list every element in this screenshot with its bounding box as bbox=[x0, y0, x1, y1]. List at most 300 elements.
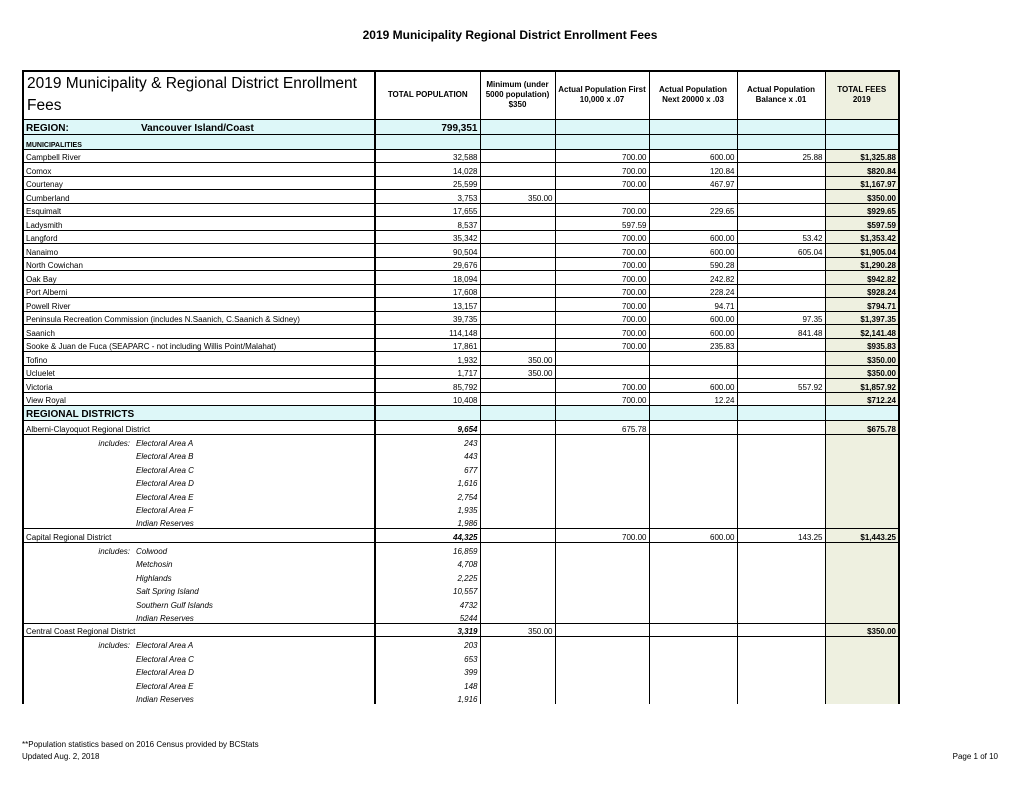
row-next-20000: 235.83 bbox=[649, 338, 737, 352]
empty-cell bbox=[555, 650, 649, 664]
row-total-fees: $350.00 bbox=[825, 623, 899, 637]
empty-cell bbox=[555, 691, 649, 705]
row-next-20000: 242.82 bbox=[649, 271, 737, 285]
row-name: Cumberland bbox=[23, 190, 375, 204]
footer-note: **Population statistics based on 2016 Census provided by BCStats bbox=[22, 740, 259, 749]
empty-cell bbox=[555, 677, 649, 691]
include-population: 243 bbox=[375, 434, 480, 448]
row-balance bbox=[737, 176, 825, 190]
municipality-row bbox=[23, 163, 899, 177]
row-balance bbox=[737, 271, 825, 285]
municipality-row bbox=[23, 392, 899, 406]
row-first-10000: 675.78 bbox=[555, 421, 649, 435]
row-total-fees: $2,141.48 bbox=[825, 325, 899, 339]
include-name: Metchosin bbox=[136, 560, 173, 569]
municipality-row bbox=[23, 230, 899, 244]
empty-cell bbox=[649, 502, 737, 516]
row-name: Nanaimo bbox=[23, 244, 375, 258]
row-next-20000 bbox=[649, 190, 737, 204]
row-first-10000: 700.00 bbox=[555, 338, 649, 352]
row-minimum: 350.00 bbox=[480, 352, 555, 366]
row-name: Campbell River bbox=[23, 149, 375, 163]
row-next-20000: 228.24 bbox=[649, 284, 737, 298]
table-header-row bbox=[23, 71, 899, 119]
region-cell bbox=[23, 119, 375, 134]
municipality-row bbox=[23, 338, 899, 352]
row-minimum bbox=[480, 271, 555, 285]
empty-cell bbox=[737, 134, 825, 149]
empty-cell bbox=[825, 515, 899, 529]
row-first-10000 bbox=[555, 190, 649, 204]
empty-cell bbox=[649, 691, 737, 705]
empty-cell bbox=[649, 434, 737, 448]
empty-cell bbox=[649, 569, 737, 583]
row-name: Central Coast Regional District bbox=[23, 623, 375, 637]
row-first-10000 bbox=[555, 365, 649, 379]
row-name: Ucluelet bbox=[23, 365, 375, 379]
row-name: Tofino bbox=[23, 352, 375, 366]
empty-cell bbox=[649, 677, 737, 691]
include-name: Electoral Area E bbox=[136, 492, 194, 502]
empty-cell bbox=[555, 569, 649, 583]
include-name-cell bbox=[23, 677, 375, 691]
row-population: 8,537 bbox=[375, 217, 480, 231]
row-next-20000: 120.84 bbox=[649, 163, 737, 177]
empty-cell bbox=[737, 677, 825, 691]
row-first-10000: 700.00 bbox=[555, 244, 649, 258]
municipality-row bbox=[23, 149, 899, 163]
empty-cell bbox=[825, 448, 899, 462]
empty-cell bbox=[480, 515, 555, 529]
empty-cell bbox=[825, 596, 899, 610]
empty-cell bbox=[480, 448, 555, 462]
regional-districts-label: REGIONAL DISTRICTS bbox=[23, 406, 375, 421]
row-minimum bbox=[480, 257, 555, 271]
district-include-row bbox=[23, 691, 899, 705]
row-minimum bbox=[480, 203, 555, 217]
row-first-10000: 700.00 bbox=[555, 257, 649, 271]
regional-district-row bbox=[23, 529, 899, 543]
row-total-fees: $1,905.04 bbox=[825, 244, 899, 258]
include-name: Salt Spring Island bbox=[136, 587, 199, 596]
include-population: 16,859 bbox=[375, 542, 480, 556]
empty-cell bbox=[555, 583, 649, 597]
row-first-10000: 700.00 bbox=[555, 176, 649, 190]
include-name: Indian Reserves bbox=[136, 519, 194, 528]
empty-cell bbox=[480, 119, 555, 134]
row-minimum bbox=[480, 379, 555, 393]
row-name: Peninsula Recreation Commission (includes N.Saanich, C.Saanich & Sidney) bbox=[23, 311, 375, 325]
include-name-cell bbox=[23, 475, 375, 489]
empty-cell bbox=[649, 475, 737, 489]
include-population: 1,916 bbox=[375, 691, 480, 705]
row-balance: 605.04 bbox=[737, 244, 825, 258]
row-first-10000: 700.00 bbox=[555, 311, 649, 325]
row-name: North Cowichan bbox=[23, 257, 375, 271]
district-include-row bbox=[23, 596, 899, 610]
row-total-fees: $712.24 bbox=[825, 392, 899, 406]
empty-cell bbox=[825, 664, 899, 678]
district-include-row bbox=[23, 583, 899, 597]
row-balance bbox=[737, 338, 825, 352]
header-total-population: TOTAL POPULATION bbox=[375, 71, 480, 119]
row-minimum bbox=[480, 163, 555, 177]
empty-cell bbox=[737, 556, 825, 570]
municipality-row bbox=[23, 325, 899, 339]
regional-districts-header-row bbox=[23, 406, 899, 421]
row-next-20000: 600.00 bbox=[649, 230, 737, 244]
empty-cell bbox=[480, 664, 555, 678]
municipality-row bbox=[23, 203, 899, 217]
row-first-10000: 700.00 bbox=[555, 163, 649, 177]
empty-cell bbox=[480, 542, 555, 556]
row-first-10000 bbox=[555, 352, 649, 366]
municipality-row bbox=[23, 379, 899, 393]
include-name: Southern Gulf Islands bbox=[136, 600, 213, 610]
empty-cell bbox=[480, 461, 555, 475]
municipality-row bbox=[23, 284, 899, 298]
empty-cell bbox=[480, 488, 555, 502]
empty-cell bbox=[555, 610, 649, 624]
include-population: 148 bbox=[375, 677, 480, 691]
row-minimum: 350.00 bbox=[480, 623, 555, 637]
row-next-20000: 600.00 bbox=[649, 311, 737, 325]
empty-cell bbox=[825, 677, 899, 691]
row-name: Saanich bbox=[23, 325, 375, 339]
row-name: Port Alberni bbox=[23, 284, 375, 298]
row-name: Victoria bbox=[23, 379, 375, 393]
empty-cell bbox=[825, 134, 899, 149]
regional-district-row bbox=[23, 421, 899, 435]
empty-cell bbox=[649, 664, 737, 678]
empty-cell bbox=[555, 596, 649, 610]
fees-table-container bbox=[22, 70, 898, 704]
row-population: 17,655 bbox=[375, 203, 480, 217]
district-include-row bbox=[23, 677, 899, 691]
district-include-row bbox=[23, 542, 899, 556]
include-name: Electoral Area D bbox=[136, 479, 194, 488]
include-name-cell bbox=[23, 461, 375, 475]
include-population: 10,557 bbox=[375, 583, 480, 597]
empty-cell bbox=[825, 583, 899, 597]
row-total-fees: $794.71 bbox=[825, 298, 899, 312]
row-first-10000: 597.59 bbox=[555, 217, 649, 231]
row-total-fees: $1,325.88 bbox=[825, 149, 899, 163]
district-include-row bbox=[23, 610, 899, 624]
municipality-row bbox=[23, 190, 899, 204]
district-include-row bbox=[23, 434, 899, 448]
row-first-10000 bbox=[555, 623, 649, 637]
row-name: Courtenay bbox=[23, 176, 375, 190]
include-name-cell bbox=[23, 502, 375, 516]
empty-cell bbox=[649, 134, 737, 149]
row-population: 17,861 bbox=[375, 338, 480, 352]
row-total-fees: $350.00 bbox=[825, 365, 899, 379]
include-population: 1,986 bbox=[375, 515, 480, 529]
district-include-row bbox=[23, 448, 899, 462]
include-name: Electoral Area A bbox=[136, 438, 194, 448]
header-balance: Actual Population Balance x .01 bbox=[737, 71, 825, 119]
row-population: 39,735 bbox=[375, 311, 480, 325]
row-minimum bbox=[480, 529, 555, 543]
empty-cell bbox=[825, 475, 899, 489]
include-name-cell bbox=[23, 569, 375, 583]
include-name: Electoral Area E bbox=[136, 681, 194, 691]
row-total-fees: $929.65 bbox=[825, 203, 899, 217]
document-title: 2019 Municipality Regional District Enrollment Fees bbox=[362, 28, 658, 42]
row-name: Comox bbox=[23, 163, 375, 177]
row-population: 18,094 bbox=[375, 271, 480, 285]
header-minimum: Minimum (under 5000 population) $350 bbox=[480, 71, 555, 119]
district-include-row bbox=[23, 664, 899, 678]
empty-cell bbox=[555, 502, 649, 516]
row-total-fees: $1,397.35 bbox=[825, 311, 899, 325]
include-population: 4732 bbox=[375, 596, 480, 610]
include-population: 443 bbox=[375, 448, 480, 462]
municipalities-label: MUNICIPALITIES bbox=[23, 134, 375, 149]
row-population: 3,319 bbox=[375, 623, 480, 637]
empty-cell bbox=[649, 650, 737, 664]
include-population: 399 bbox=[375, 664, 480, 678]
includes-label: includes: bbox=[98, 641, 130, 650]
row-population: 29,676 bbox=[375, 257, 480, 271]
row-balance bbox=[737, 421, 825, 435]
empty-cell bbox=[555, 488, 649, 502]
empty-cell bbox=[825, 119, 899, 134]
row-name: View Royal bbox=[23, 392, 375, 406]
fees-table bbox=[22, 70, 900, 704]
row-population: 32,588 bbox=[375, 149, 480, 163]
includes-label: includes: bbox=[98, 546, 130, 556]
row-first-10000: 700.00 bbox=[555, 230, 649, 244]
empty-cell bbox=[737, 637, 825, 651]
regional-district-row bbox=[23, 623, 899, 637]
empty-cell bbox=[737, 583, 825, 597]
row-population: 13,157 bbox=[375, 298, 480, 312]
include-name-cell bbox=[23, 488, 375, 502]
row-minimum bbox=[480, 325, 555, 339]
row-next-20000 bbox=[649, 365, 737, 379]
row-total-fees: $942.82 bbox=[825, 271, 899, 285]
empty-cell bbox=[375, 406, 480, 421]
empty-cell bbox=[825, 610, 899, 624]
empty-cell bbox=[737, 434, 825, 448]
municipality-row bbox=[23, 271, 899, 285]
row-population: 9,654 bbox=[375, 421, 480, 435]
empty-cell bbox=[825, 691, 899, 705]
empty-cell bbox=[649, 596, 737, 610]
district-include-row bbox=[23, 556, 899, 570]
empty-cell bbox=[649, 488, 737, 502]
page-number: Page 1 of 10 bbox=[952, 752, 998, 761]
include-population: 2,225 bbox=[375, 569, 480, 583]
row-minimum bbox=[480, 284, 555, 298]
empty-cell bbox=[737, 448, 825, 462]
empty-cell bbox=[480, 637, 555, 651]
row-next-20000 bbox=[649, 421, 737, 435]
empty-cell bbox=[649, 556, 737, 570]
row-name: Langford bbox=[23, 230, 375, 244]
empty-cell bbox=[825, 434, 899, 448]
include-name-cell bbox=[23, 691, 375, 705]
row-minimum bbox=[480, 298, 555, 312]
empty-cell bbox=[737, 596, 825, 610]
row-balance bbox=[737, 298, 825, 312]
row-total-fees: $1,443.25 bbox=[825, 529, 899, 543]
empty-cell bbox=[555, 119, 649, 134]
empty-cell bbox=[555, 556, 649, 570]
empty-cell bbox=[649, 406, 737, 421]
row-next-20000: 600.00 bbox=[649, 529, 737, 543]
row-population: 35,342 bbox=[375, 230, 480, 244]
empty-cell bbox=[825, 488, 899, 502]
empty-cell bbox=[555, 434, 649, 448]
header-next-20000: Actual Population Next 20000 x .03 bbox=[649, 71, 737, 119]
row-name: Ladysmith bbox=[23, 217, 375, 231]
include-name-cell bbox=[23, 637, 375, 651]
empty-cell bbox=[555, 475, 649, 489]
include-name-cell bbox=[23, 583, 375, 597]
row-name: Esquimalt bbox=[23, 203, 375, 217]
include-name: Electoral Area B bbox=[136, 452, 194, 461]
region-row bbox=[23, 119, 899, 134]
municipalities-header-row bbox=[23, 134, 899, 149]
row-next-20000 bbox=[649, 217, 737, 231]
row-next-20000: 94.71 bbox=[649, 298, 737, 312]
row-population: 1,932 bbox=[375, 352, 480, 366]
row-next-20000: 600.00 bbox=[649, 379, 737, 393]
row-balance bbox=[737, 163, 825, 177]
row-first-10000: 700.00 bbox=[555, 379, 649, 393]
row-balance bbox=[737, 365, 825, 379]
row-balance bbox=[737, 203, 825, 217]
row-balance bbox=[737, 190, 825, 204]
row-minimum: 350.00 bbox=[480, 190, 555, 204]
row-minimum bbox=[480, 217, 555, 231]
row-next-20000: 600.00 bbox=[649, 149, 737, 163]
row-population: 25,599 bbox=[375, 176, 480, 190]
municipality-row bbox=[23, 257, 899, 271]
district-include-row bbox=[23, 488, 899, 502]
row-minimum bbox=[480, 421, 555, 435]
row-total-fees: $1,353.42 bbox=[825, 230, 899, 244]
row-first-10000: 700.00 bbox=[555, 271, 649, 285]
empty-cell bbox=[375, 134, 480, 149]
district-include-row bbox=[23, 475, 899, 489]
municipality-row bbox=[23, 365, 899, 379]
empty-cell bbox=[825, 556, 899, 570]
empty-cell bbox=[737, 650, 825, 664]
empty-cell bbox=[737, 406, 825, 421]
row-name: Capital Regional District bbox=[23, 529, 375, 543]
empty-cell bbox=[825, 542, 899, 556]
include-population: 4,708 bbox=[375, 556, 480, 570]
empty-cell bbox=[555, 515, 649, 529]
district-include-row bbox=[23, 637, 899, 651]
row-next-20000: 12.24 bbox=[649, 392, 737, 406]
header-first-10000: Actual Population First 10,000 x .07 bbox=[555, 71, 649, 119]
row-next-20000: 600.00 bbox=[649, 244, 737, 258]
row-population: 10,408 bbox=[375, 392, 480, 406]
row-population: 90,504 bbox=[375, 244, 480, 258]
empty-cell bbox=[480, 583, 555, 597]
row-minimum bbox=[480, 311, 555, 325]
row-next-20000 bbox=[649, 352, 737, 366]
include-population: 1,935 bbox=[375, 502, 480, 516]
include-population: 1,616 bbox=[375, 475, 480, 489]
empty-cell bbox=[737, 664, 825, 678]
row-first-10000: 700.00 bbox=[555, 325, 649, 339]
row-total-fees: $597.59 bbox=[825, 217, 899, 231]
row-total-fees: $350.00 bbox=[825, 190, 899, 204]
empty-cell bbox=[825, 406, 899, 421]
row-first-10000: 700.00 bbox=[555, 529, 649, 543]
empty-cell bbox=[825, 637, 899, 651]
row-first-10000: 700.00 bbox=[555, 149, 649, 163]
include-name: Colwood bbox=[136, 546, 168, 556]
row-total-fees: $1,857.92 bbox=[825, 379, 899, 393]
empty-cell bbox=[737, 119, 825, 134]
include-name-cell bbox=[23, 610, 375, 624]
row-population: 114,148 bbox=[375, 325, 480, 339]
empty-cell bbox=[480, 691, 555, 705]
row-total-fees: $350.00 bbox=[825, 352, 899, 366]
row-population: 14,028 bbox=[375, 163, 480, 177]
municipality-row bbox=[23, 298, 899, 312]
include-population: 2,754 bbox=[375, 488, 480, 502]
include-name: Electoral Area D bbox=[136, 668, 194, 677]
empty-cell bbox=[480, 610, 555, 624]
include-name: Indian Reserves bbox=[136, 695, 194, 704]
row-minimum bbox=[480, 230, 555, 244]
include-name-cell bbox=[23, 596, 375, 610]
row-first-10000: 700.00 bbox=[555, 203, 649, 217]
empty-cell bbox=[825, 461, 899, 475]
empty-cell bbox=[649, 610, 737, 624]
include-population: 5244 bbox=[375, 610, 480, 624]
include-name-cell bbox=[23, 448, 375, 462]
empty-cell bbox=[480, 406, 555, 421]
region-population: 799,351 bbox=[375, 119, 480, 134]
footer-updated: Updated Aug. 2, 2018 bbox=[22, 752, 100, 761]
empty-cell bbox=[555, 406, 649, 421]
municipality-row bbox=[23, 311, 899, 325]
district-include-row bbox=[23, 502, 899, 516]
header-total-fees: TOTAL FEES 2019 bbox=[825, 71, 899, 119]
row-total-fees: $935.83 bbox=[825, 338, 899, 352]
row-population: 85,792 bbox=[375, 379, 480, 393]
row-population: 1,717 bbox=[375, 365, 480, 379]
region-label: REGION: bbox=[26, 122, 69, 134]
include-name: Indian Reserves bbox=[136, 613, 194, 623]
include-name: Electoral Area A bbox=[136, 641, 194, 650]
empty-cell bbox=[737, 502, 825, 516]
row-first-10000: 700.00 bbox=[555, 298, 649, 312]
row-total-fees: $675.78 bbox=[825, 421, 899, 435]
row-population: 44,325 bbox=[375, 529, 480, 543]
include-population: 653 bbox=[375, 650, 480, 664]
municipality-row bbox=[23, 217, 899, 231]
empty-cell bbox=[737, 488, 825, 502]
empty-cell bbox=[737, 475, 825, 489]
row-next-20000 bbox=[649, 623, 737, 637]
empty-cell bbox=[480, 475, 555, 489]
empty-cell bbox=[649, 119, 737, 134]
empty-cell bbox=[737, 610, 825, 624]
empty-cell bbox=[555, 448, 649, 462]
row-minimum bbox=[480, 338, 555, 352]
row-name: Alberni-Clayoquot Regional District bbox=[23, 421, 375, 435]
